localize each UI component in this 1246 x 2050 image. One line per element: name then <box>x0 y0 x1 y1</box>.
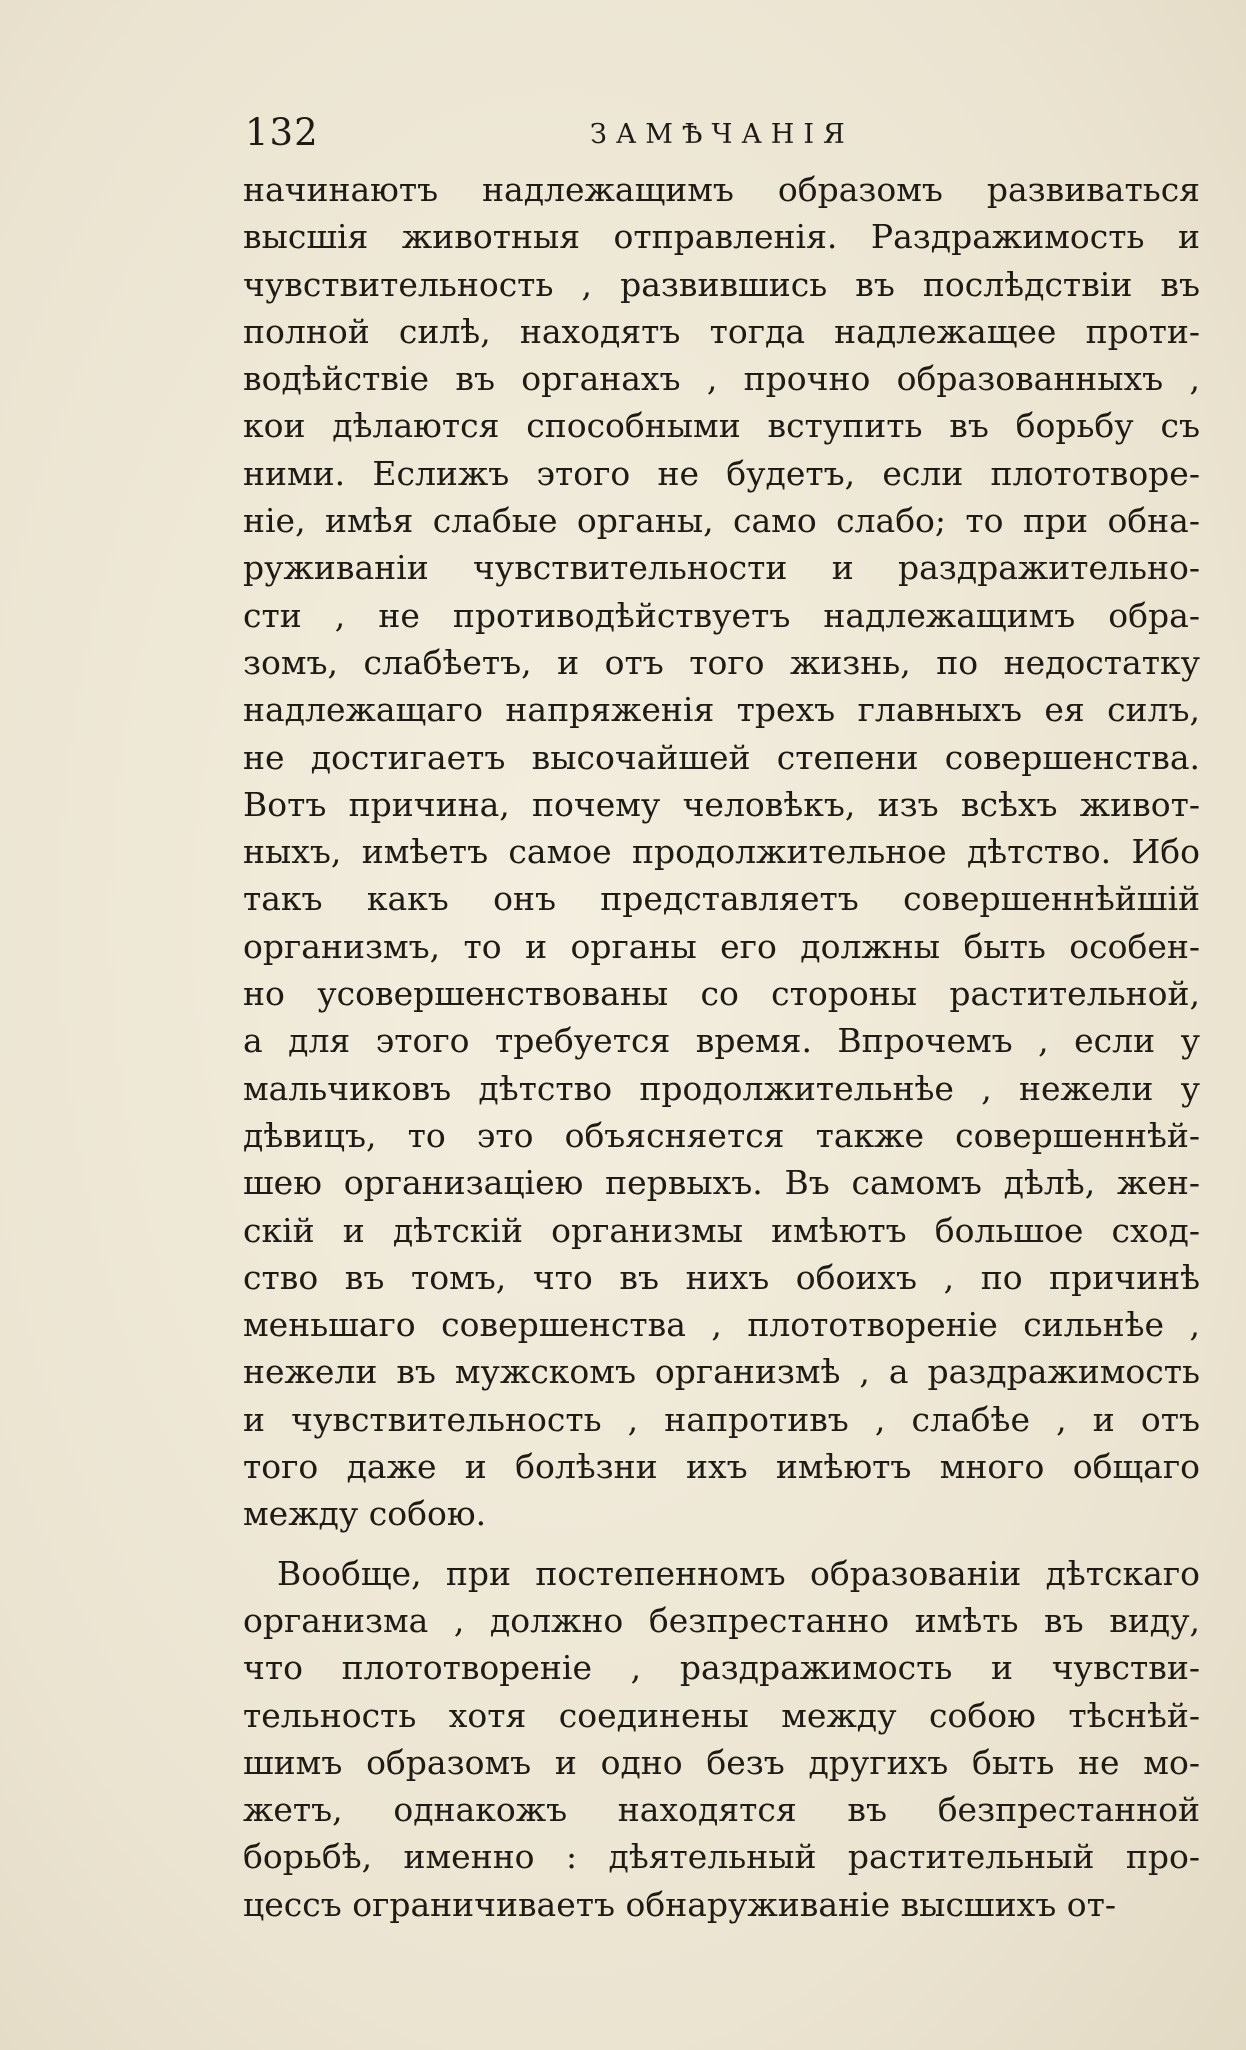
text-line: зомъ, слабѣетъ, и отъ того жизнь, по недостатку <box>243 642 1200 682</box>
text-line: ство въ томъ, что въ нихъ обоихъ , по причинѣ <box>243 1257 1200 1297</box>
page-header <box>245 108 1195 158</box>
running-title: ЗАМѢЧАНІЯ <box>590 119 854 150</box>
text-line: сти , не противодѣйствуетъ надлежащимъ обра- <box>243 595 1200 635</box>
text-line: между собою. <box>243 1494 487 1534</box>
text-line: скій и дѣтскій организмы имѣютъ большое сход- <box>243 1210 1200 1250</box>
paragraph-gap <box>243 1538 1200 1550</box>
text-line: высшія животныя отправленія. Раздражимость и <box>243 217 1200 257</box>
text-line: организмъ, то и органы его должны быть особен- <box>243 926 1200 966</box>
text-line: мальчиковъ дѣтство продолжительнѣе , нежели у <box>243 1068 1200 1108</box>
text-line: нежели въ мужскомъ организмѣ , а раздражимость <box>243 1352 1200 1392</box>
text-line: того даже и болѣзни ихъ имѣютъ много общаго <box>243 1447 1200 1487</box>
text-line: цессъ ограничиваетъ обнаруживаніе высшихъ от- <box>243 1884 1116 1924</box>
text-line: кои дѣлаются способными вступить въ борьбу съ <box>243 406 1200 446</box>
text-line: Вообще, при постепенномъ образованіи дѣтскаго <box>277 1553 1200 1593</box>
text-line: но усовершенствованы со стороны растительной, <box>243 974 1200 1014</box>
paragraph <box>243 1550 1200 1928</box>
text-line: надлежащаго напряженія трехъ главныхъ ея силъ, <box>243 690 1200 730</box>
text-line: тельность хотя соединены между собою тѣснѣй- <box>243 1695 1200 1735</box>
text-line: полной силѣ, находятъ тогда надлежащее проти- <box>243 311 1200 351</box>
text-line: дѣвицъ, то это объясняется также совершеннѣй- <box>243 1115 1200 1155</box>
page-number: 132 <box>245 111 319 154</box>
text-line: а для этого требуется время. Впрочемъ , если у <box>243 1021 1200 1061</box>
paragraph <box>243 166 1200 1538</box>
text-line: шею организаціею первыхъ. Въ самомъ дѣлѣ, жен- <box>243 1163 1200 1203</box>
text-line: организма , должно безпрестанно имѣть въ виду, <box>243 1600 1200 1640</box>
text-line: руживаніи чувствительности и раздражительно- <box>243 548 1200 588</box>
text-line: что плототвореніе , раздражимость и чувстви- <box>243 1648 1200 1688</box>
text-line: Вотъ причина, почему человѣкъ, изъ всѣхъ живот- <box>243 784 1200 824</box>
text-line: водѣйствіе въ органахъ , прочно образованныхъ , <box>243 359 1200 399</box>
text-line: начинаютъ надлежащимъ образомъ развиваться <box>243 170 1200 209</box>
body-text <box>243 166 1200 1928</box>
text-line: жетъ, однакожъ находятся въ безпрестанной <box>243 1790 1200 1830</box>
text-line: чувствительность , развившись въ послѣдствіи въ <box>243 264 1200 304</box>
text-line: и чувствительность , напротивъ , слабѣе , и отъ <box>243 1399 1200 1439</box>
text-line: ними. Еслижъ этого не будетъ, если плототворе- <box>243 453 1200 493</box>
text-line: ніе, имѣя слабые органы, само слабо; то при обна- <box>243 501 1200 541</box>
text-line: меньшаго совершенства , плототвореніе сильнѣе , <box>243 1305 1200 1345</box>
text-line: такъ какъ онъ представляетъ совершеннѣйшій <box>243 879 1200 919</box>
text-line: шимъ образомъ и одно безъ другихъ быть не мо- <box>243 1742 1200 1782</box>
text-line: борьбѣ, именно : дѣятельный растительный про- <box>243 1837 1200 1877</box>
text-line: не достигаетъ высочайшей степени совершенства. <box>243 737 1200 777</box>
text-line: ныхъ, имѣетъ самое продолжительное дѣтство. Ибо <box>243 832 1200 872</box>
